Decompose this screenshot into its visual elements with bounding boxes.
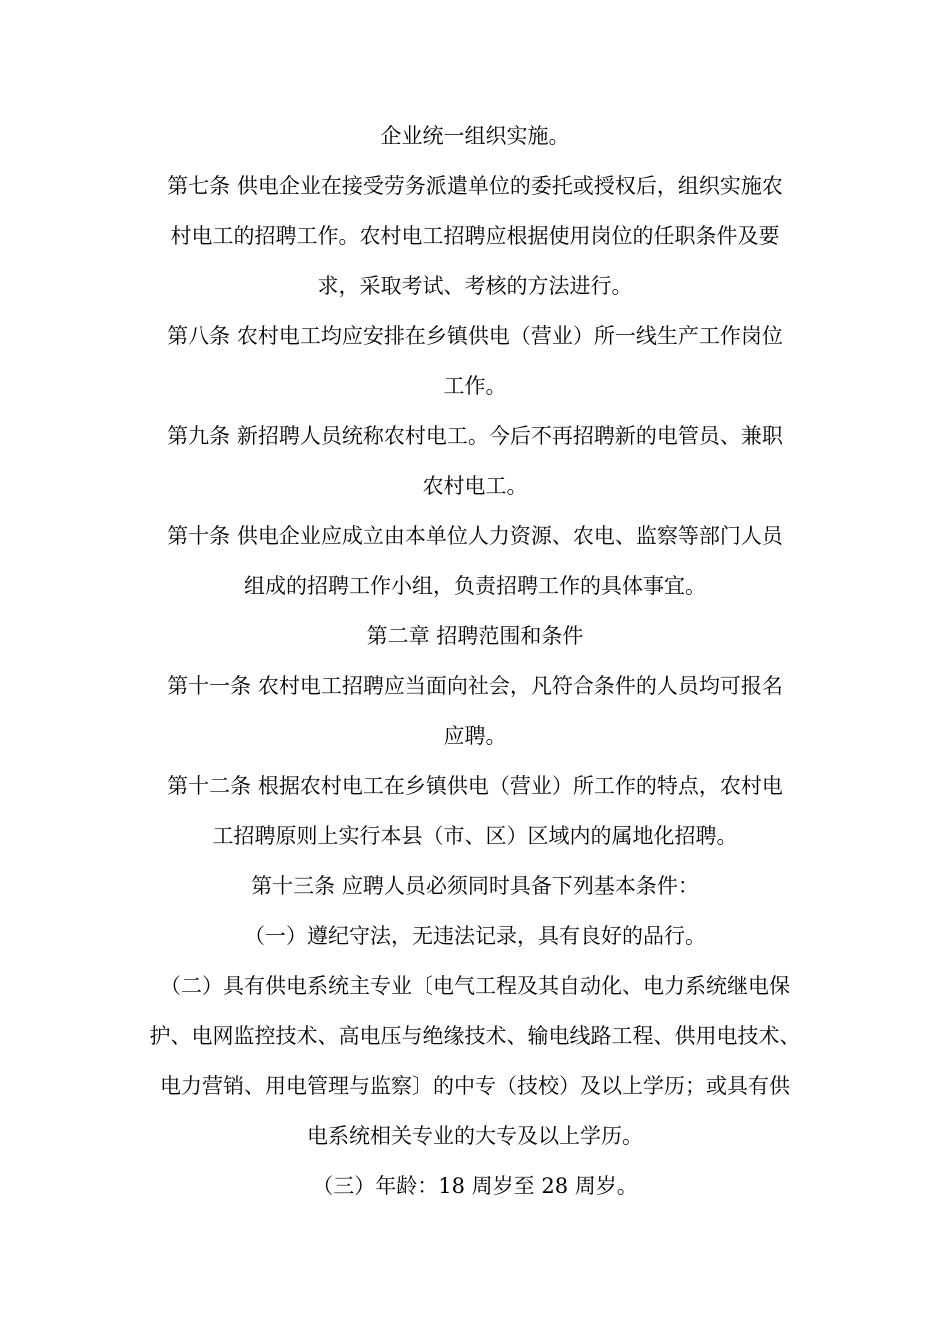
text-line: 组成的招聘工作小组，负责招聘工作的具体事宜。: [244, 574, 706, 598]
text-line: 第十条 供电企业应成立由本单位人力资源、农电、监察等部门人员: [167, 524, 783, 548]
document-body: [140, 111, 810, 1211]
text-line: 第二章 招聘范围和条件: [366, 624, 584, 648]
paragraph: [140, 611, 810, 661]
text-line: 农村电工。: [422, 474, 528, 498]
paragraph: [140, 661, 810, 761]
text-line: 第八条 农村电工均应安排在乡镇供电（营业）所一线生产工作岗位: [167, 324, 783, 348]
text-line: （一）遵纪守法，无违法记录，具有良好的品行。: [244, 924, 706, 948]
text-line: 电系统相关专业的大专及以上学历。: [307, 1124, 643, 1148]
text-line: 工作。: [443, 374, 507, 398]
paragraph: [140, 511, 810, 611]
text-line: 第十三条 应聘人员必须同时具备下列基本条件：: [251, 874, 699, 898]
text-line: 第九条 新招聘人员统称农村电工。今后不再招聘新的电管员、兼职: [167, 424, 783, 448]
paragraph: [140, 861, 810, 911]
text-line: 第十二条 根据农村电工在乡镇供电（营业）所工作的特点，农村电: [167, 774, 783, 798]
paragraph: [140, 761, 810, 861]
text-line: 企业统一组织实施。: [380, 124, 570, 148]
paragraph: [140, 911, 810, 961]
paragraph: [140, 111, 810, 161]
text-line: 应聘。: [443, 724, 507, 748]
text-line: 工招聘原则上实行本县（市、区）区域内的属地化招聘。: [212, 824, 738, 848]
paragraph: [140, 311, 810, 411]
text-line: 第七条 供电企业在接受劳务派遣单位的委托或授权后，组织实施农: [167, 174, 783, 198]
paragraph: [140, 411, 810, 511]
text-line: 村电工的招聘工作。农村电工招聘应根据使用岗位的任职条件及要: [170, 224, 780, 248]
text-line: （三）年龄：18 周岁至 28 周岁。: [312, 1174, 638, 1198]
text-line: 求，采取考试、考核的方法进行。: [317, 274, 633, 298]
paragraph: [140, 161, 810, 311]
text-line: （二）具有供电系统主专业〔电气工程及其自动化、电力系统继电保: [160, 974, 790, 998]
text-line: 电力营销、用电管理与监察〕的中专（技校）及以上学历；或具有供: [160, 1074, 790, 1098]
text-line: 护、电网监控技术、高电压与绝缘技术、输电线路工程、供用电技术、: [149, 1024, 801, 1048]
paragraph: [140, 961, 810, 1161]
text-line: 第十一条 农村电工招聘应当面向社会，凡符合条件的人员均可报名: [167, 674, 783, 698]
paragraph: [140, 1161, 810, 1211]
